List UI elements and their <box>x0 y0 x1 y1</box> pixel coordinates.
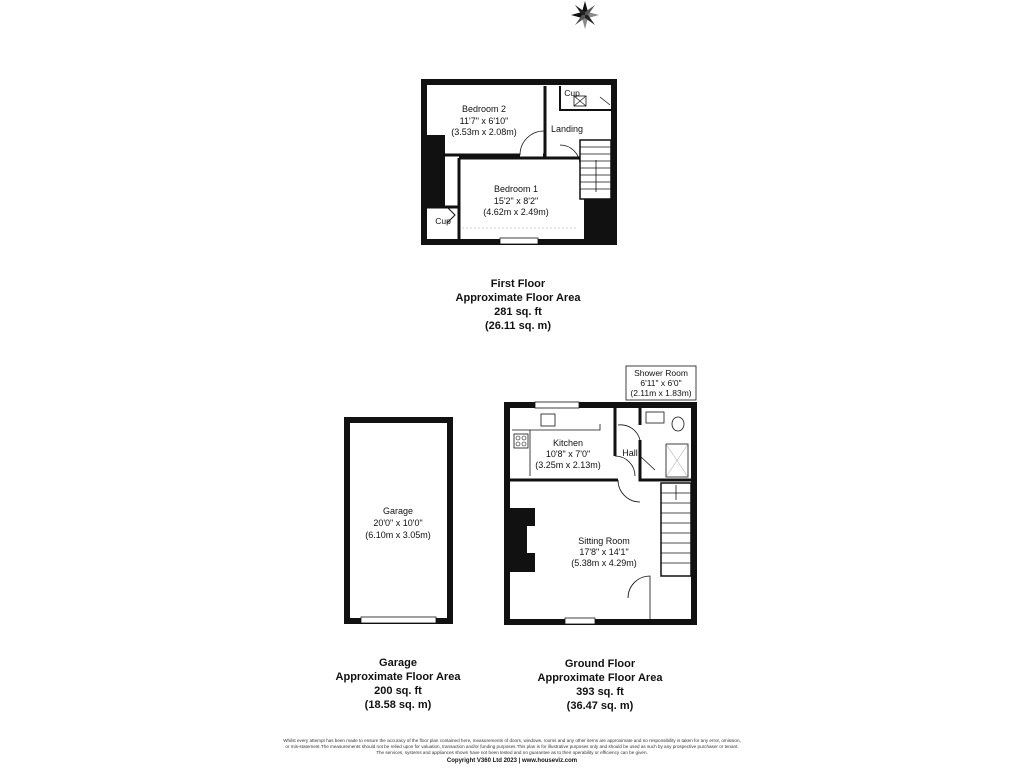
shower-room-name: Shower Room <box>634 368 688 378</box>
bedroom-2-dim-metric: (3.53m x 2.08m) <box>451 127 517 137</box>
first-floor-plan <box>424 82 614 244</box>
cup-top-label: Cup <box>564 88 580 98</box>
ground-floor-caption <box>538 658 664 712</box>
disclaimer-line-3: The services, systems and appliances shown have not been tested and no guarantee as to their operability or efficiency can be given. <box>376 750 648 755</box>
garage-caption <box>336 657 462 711</box>
first-floor-area-sqm: (26.11 sq. m) <box>484 320 552 332</box>
first-floor-caption <box>456 278 582 332</box>
bedroom-1-name: Bedroom 1 <box>493 184 539 194</box>
ground-floor-plan <box>507 402 694 624</box>
shower-room-dim-metric: (2.11m x 1.83m) <box>630 388 692 398</box>
garage-area-sqm: (18.58 sq. m) <box>364 699 432 711</box>
garage-plan <box>347 420 450 623</box>
garage-dim-metric: (6.10m x 3.05m) <box>365 530 431 540</box>
cup-left-label: Cup <box>435 216 451 226</box>
compass-rose-icon <box>571 1 599 29</box>
garage-area-label: Approximate Floor Area <box>335 671 461 683</box>
bedroom-1-dim-metric: (4.62m x 2.49m) <box>483 207 549 217</box>
bedroom-1-dim-imperial: 15'2" x 8'2" <box>493 196 539 206</box>
first-floor-area-label: Approximate Floor Area <box>455 292 581 304</box>
bedroom-2-name: Bedroom 2 <box>461 104 507 114</box>
sitting-room-dim-metric: (5.38m x 4.29m) <box>571 558 637 568</box>
ground-floor-area-sqft: 393 sq. ft <box>576 686 624 698</box>
first-floor-area-sqft: 281 sq. ft <box>494 306 542 318</box>
disclaimer-line-2: or mis-statement.The measurements should not be relied upon for valuation, transaction and/or funding purposes.This plan is for illustrative purposes only and should be used as such by any prospective purchaser or tenant. <box>285 744 739 749</box>
ground-floor-area-sqm: (36.47 sq. m) <box>566 700 634 712</box>
kitchen-dim-imperial: 10'8" x 7'0" <box>545 449 591 459</box>
first-floor-title: First Floor <box>490 278 546 290</box>
garage-title: Garage <box>379 657 417 669</box>
ground-floor-area-label: Approximate Floor Area <box>537 672 663 684</box>
sitting-room-name: Sitting Room <box>578 536 630 546</box>
garage-area-sqft: 200 sq. ft <box>374 685 422 697</box>
bedroom-2-dim-imperial: 11'7" x 6'10" <box>459 116 509 126</box>
garage-name: Garage <box>382 506 414 516</box>
copyright-line: Copyright V360 Ltd 2023 | www.houseviz.com <box>446 758 578 764</box>
garage-dim-imperial: 20'0" x 10'0" <box>373 518 423 528</box>
shower-room-dim-imperial: 6'11" x 6'0" <box>640 378 682 388</box>
ground-floor-title: Ground Floor <box>564 658 636 670</box>
kitchen-name: Kitchen <box>552 438 584 448</box>
kitchen-dim-metric: (3.25m x 2.13m) <box>535 460 601 470</box>
hall-label: Hall <box>622 448 638 458</box>
sitting-room-dim-imperial: 17'8" x 14'1" <box>579 547 629 557</box>
disclaimer-line-1: Whilst every attempt has been made to ensure the accuracy of the floor plan contained here, measurements of doors, windows, rooms and any other items are approximate and no responsibility is taken for any error, omission, <box>283 738 741 743</box>
shower-room-label-box <box>626 366 696 400</box>
landing-label: Landing <box>550 124 584 134</box>
